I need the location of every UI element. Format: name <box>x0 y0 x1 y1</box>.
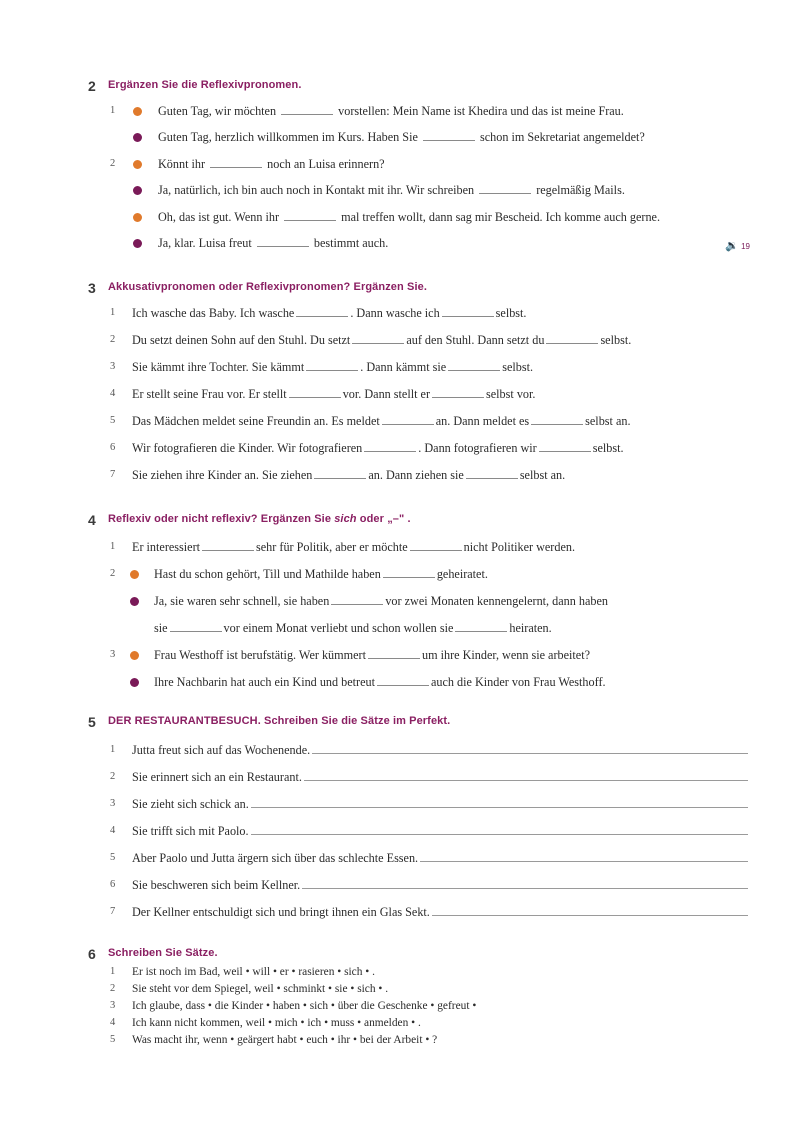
dialog-line <box>88 592 758 610</box>
line-text: vor. Dann stellt er <box>342 387 431 401</box>
item-number: 2 <box>110 568 116 579</box>
speaker-a-dot-icon <box>133 213 142 222</box>
answer-gap[interactable] <box>368 646 420 659</box>
answer-gap[interactable] <box>377 673 429 686</box>
line-text: Hast du schon gehört, Till und Mathilde haben <box>154 567 381 581</box>
line-text: geheiratet. <box>436 567 488 581</box>
item-number: 1 <box>110 307 116 318</box>
item-number: 3 <box>110 1000 116 1011</box>
answer-gap[interactable] <box>546 331 598 344</box>
line-text: um ihre Kinder, wenn sie arbeitet? <box>421 648 591 662</box>
answer-gap[interactable] <box>289 385 341 398</box>
line-text: mal treffen wollt, dann sag mir Bescheid. Ich komme auch gerne. <box>341 210 661 224</box>
exercise-title: Schreiben Sie Sätze. <box>108 947 218 959</box>
line-text: Ja, natürlich, ich bin auch noch in Kontakt mit ihr. Wir schreiben <box>158 183 475 197</box>
line-text: regelmäßig Mails. <box>536 183 625 197</box>
line-text: Sie erinnert sich an ein Restaurant. <box>132 770 302 784</box>
line-text: Jutta freut sich auf das Wochenende. <box>132 743 311 757</box>
line-text: Du setzt deinen Sohn auf den Stuhl. Du setzt <box>132 333 351 347</box>
line-text: Was macht ihr, wenn • geärgert habt • euch • ihr • bei der Arbeit • ? <box>132 1034 438 1046</box>
answer-gap[interactable] <box>382 412 434 425</box>
line-text: Sie steht vor dem Spiegel, weil • schminkt • sie • sich • . <box>132 983 389 995</box>
answer-gap[interactable] <box>284 208 336 221</box>
exercise-line <box>88 412 758 430</box>
exercise-number: 4 <box>88 512 96 528</box>
answer-line[interactable] <box>251 822 748 835</box>
line-text: Aber Paolo und Jutta ärgern sich über das schlechte Essen. <box>132 851 419 865</box>
speaker-icon: 🔉 <box>725 239 740 252</box>
line-text: selbst an. <box>519 468 566 482</box>
line-text: nicht Politiker werden. <box>463 540 576 554</box>
line-text: an. Dann meldet es <box>435 414 530 428</box>
item-number: 4 <box>110 1017 116 1028</box>
line-text: heiraten. <box>509 621 552 635</box>
answer-line[interactable] <box>432 903 748 916</box>
exercise-header <box>88 714 758 734</box>
dialog-line-continued <box>88 619 758 637</box>
dialog-line <box>88 673 758 691</box>
item-number: 3 <box>110 649 116 660</box>
line-text: Sie trifft sich mit Paolo. <box>132 824 249 838</box>
exercise-title: Akkusativpronomen oder Reflexivpronomen? Ergänzen Sie. <box>108 281 427 293</box>
speaker-a-dot-icon <box>130 570 139 579</box>
item-number: 5 <box>110 852 116 863</box>
exercise-line <box>88 439 758 457</box>
line-text: sehr für Politik, aber er möchte <box>256 540 408 554</box>
exercise-header <box>88 280 758 300</box>
exercise-line <box>88 998 758 1014</box>
line-text: selbst. <box>495 306 527 320</box>
line-text: Ja, klar. Luisa freut <box>158 236 252 250</box>
line-text: Frau Westhoff ist berufstätig. Wer kümmert <box>154 648 366 662</box>
line-text: Ich glaube, dass • die Kinder • haben • sich • über die Geschenke • gefreut • <box>132 1000 477 1012</box>
answer-gap[interactable] <box>442 304 494 317</box>
exercise-line <box>88 768 758 786</box>
audio-track-number: 19 <box>741 242 750 251</box>
exercise-line <box>88 385 758 403</box>
item-number: 1 <box>110 541 116 552</box>
dialog-line <box>88 155 758 173</box>
answer-gap[interactable] <box>281 102 333 115</box>
exercise-number: 3 <box>88 280 96 296</box>
exercise-line <box>88 331 758 349</box>
answer-gap[interactable] <box>210 155 262 168</box>
line-text: Er interessiert <box>132 540 201 554</box>
speaker-b-dot-icon <box>130 597 139 606</box>
answer-gap[interactable] <box>352 331 404 344</box>
answer-gap[interactable] <box>364 439 416 452</box>
line-text: selbst. <box>502 360 534 374</box>
line-text: Oh, das ist gut. Wenn ihr <box>158 210 279 224</box>
answer-line[interactable] <box>420 849 748 862</box>
line-text: Wir fotografieren die Kinder. Wir fotografieren <box>132 441 363 455</box>
exercise-line <box>88 741 758 759</box>
item-number: 7 <box>110 906 116 917</box>
answer-gap[interactable] <box>479 181 531 194</box>
line-text: selbst an. <box>585 414 631 428</box>
item-number: 5 <box>110 415 116 426</box>
answer-gap[interactable] <box>331 592 383 605</box>
answer-gap[interactable] <box>410 538 462 551</box>
exercise-line <box>88 795 758 813</box>
dialog-line <box>88 181 758 199</box>
speaker-a-dot-icon <box>133 107 142 116</box>
item-number: 5 <box>110 1034 116 1045</box>
line-text: bestimmt auch. <box>313 236 389 250</box>
dialog-line <box>88 565 758 583</box>
dialog-line <box>88 646 758 664</box>
line-text: . Dann wasche ich <box>350 306 440 320</box>
answer-gap[interactable] <box>432 385 484 398</box>
speaker-a-dot-icon <box>130 651 139 660</box>
line-text: Ich kann nicht kommen, weil • mich • ich • muss • anmelden • . <box>132 1017 421 1029</box>
item-number: 2 <box>110 771 116 782</box>
dialog-line <box>88 208 758 226</box>
answer-line[interactable] <box>302 876 748 889</box>
line-text: vor zwei Monaten kennengelernt, dann haben <box>385 594 608 608</box>
answer-gap[interactable] <box>306 358 358 371</box>
item-number: 1 <box>110 966 116 977</box>
answer-gap[interactable] <box>202 538 254 551</box>
item-number: 6 <box>110 442 116 453</box>
speaker-b-dot-icon <box>133 239 142 248</box>
exercise-6 <box>88 946 758 1046</box>
exercise-line <box>88 981 758 997</box>
item-number: 4 <box>110 388 116 399</box>
speaker-b-dot-icon <box>130 678 139 687</box>
answer-gap[interactable] <box>423 128 475 141</box>
line-text: sie <box>154 621 168 635</box>
line-text: auch die Kinder von Frau Westhoff. <box>430 675 606 689</box>
answer-gap[interactable] <box>296 304 348 317</box>
exercise-line <box>88 304 758 322</box>
item-number: 4 <box>110 825 116 836</box>
speaker-a-dot-icon <box>133 160 142 169</box>
exercise-line <box>88 538 758 556</box>
answer-gap[interactable] <box>314 466 366 479</box>
answer-gap[interactable] <box>257 234 309 247</box>
line-text: an. Dann ziehen sie <box>368 468 464 482</box>
exercise-4 <box>88 512 758 689</box>
line-text: Der Kellner entschuldigt sich und bringt ihnen ein Glas Sekt. <box>132 905 430 919</box>
exercise-title: DER RESTAURANTBESUCH. Schreiben Sie die Sätze im Perfekt. <box>108 715 451 727</box>
exercise-line <box>88 1032 758 1048</box>
item-number: 7 <box>110 469 116 480</box>
line-text: Ja, sie waren sehr schnell, sie haben <box>154 594 330 608</box>
answer-gap[interactable] <box>170 619 222 632</box>
answer-gap[interactable] <box>531 412 583 425</box>
speaker-b-dot-icon <box>133 133 142 142</box>
line-text: selbst. <box>600 333 632 347</box>
line-text: auf den Stuhl. Dann setzt du <box>406 333 545 347</box>
exercise-title: Ergänzen Sie die Reflexivpronomen. <box>108 79 302 91</box>
exercise-number: 2 <box>88 78 96 94</box>
line-text: . Dann fotografieren wir <box>418 441 537 455</box>
line-text: Ich wasche das Baby. Ich wasche <box>132 306 295 320</box>
item-number: 6 <box>110 879 116 890</box>
exercise-title: Reflexiv oder nicht reflexiv? Ergänzen Sie sich oder „–" . <box>108 513 411 525</box>
item-number: 3 <box>110 798 116 809</box>
line-text: vorstellen: Mein Name ist Khedira und das ist meine Frau. <box>338 104 624 118</box>
answer-gap[interactable] <box>383 565 435 578</box>
item-number: 2 <box>110 334 116 345</box>
line-text: Er ist noch im Bad, weil • will • er • rasieren • sich • . <box>132 966 375 978</box>
audio-play-button[interactable] <box>725 237 750 256</box>
item-number: 2 <box>110 983 116 994</box>
dialog-line <box>88 102 758 120</box>
line-text: Sie kämmt ihre Tochter. Sie kämmt <box>132 360 305 374</box>
line-text: schon im Sekretariat angemeldet? <box>479 130 645 144</box>
exercise-2 <box>88 78 758 252</box>
exercise-line <box>88 849 758 867</box>
line-text: Das Mädchen meldet seine Freundin an. Es meldet <box>132 414 380 428</box>
answer-gap[interactable] <box>448 358 500 371</box>
exercise-line <box>88 903 758 921</box>
exercise-line <box>88 358 758 376</box>
line-text: . Dann kämmt sie <box>360 360 447 374</box>
line-text: Könnt ihr <box>158 157 206 171</box>
answer-gap[interactable] <box>539 439 591 452</box>
line-text: selbst vor. <box>486 387 536 401</box>
line-text: Guten Tag, herzlich willkommen im Kurs. Haben Sie <box>158 130 418 144</box>
item-number: 1 <box>110 744 116 755</box>
line-text: noch an Luisa erinnern? <box>267 157 385 171</box>
line-text: selbst. <box>592 441 624 455</box>
exercise-line <box>88 876 758 894</box>
line-text: Ihre Nachbarin hat auch ein Kind und betreut <box>154 675 375 689</box>
exercise-header <box>88 78 758 98</box>
speaker-b-dot-icon <box>133 186 142 195</box>
line-text: Sie zieht sich schick an. <box>132 797 249 811</box>
dialog-line <box>88 234 758 252</box>
dialog-line <box>88 128 758 146</box>
answer-line[interactable] <box>312 741 748 754</box>
answer-line[interactable] <box>304 768 748 781</box>
answer-gap[interactable] <box>455 619 507 632</box>
exercise-line <box>88 466 758 484</box>
exercise-number: 6 <box>88 946 96 962</box>
answer-gap[interactable] <box>466 466 518 479</box>
exercise-header <box>88 946 758 966</box>
exercise-number: 5 <box>88 714 96 730</box>
exercise-line <box>88 964 758 980</box>
line-text: vor einem Monat verliebt und schon wollen sie <box>223 621 454 635</box>
exercise-5 <box>88 714 758 919</box>
item-number: 1 <box>110 105 116 116</box>
line-text: Sie ziehen ihre Kinder an. Sie ziehen <box>132 468 313 482</box>
item-number: 2 <box>110 158 116 169</box>
exercise-header <box>88 512 758 532</box>
line-text: Sie beschweren sich beim Kellner. <box>132 878 301 892</box>
exercise-line <box>88 822 758 840</box>
line-text: Guten Tag, wir möchten <box>158 104 277 118</box>
line-text: Er stellt seine Frau vor. Er stellt <box>132 387 287 401</box>
item-number: 3 <box>110 361 116 372</box>
exercise-line <box>88 1015 758 1031</box>
exercise-3 <box>88 280 758 482</box>
answer-line[interactable] <box>251 795 748 808</box>
